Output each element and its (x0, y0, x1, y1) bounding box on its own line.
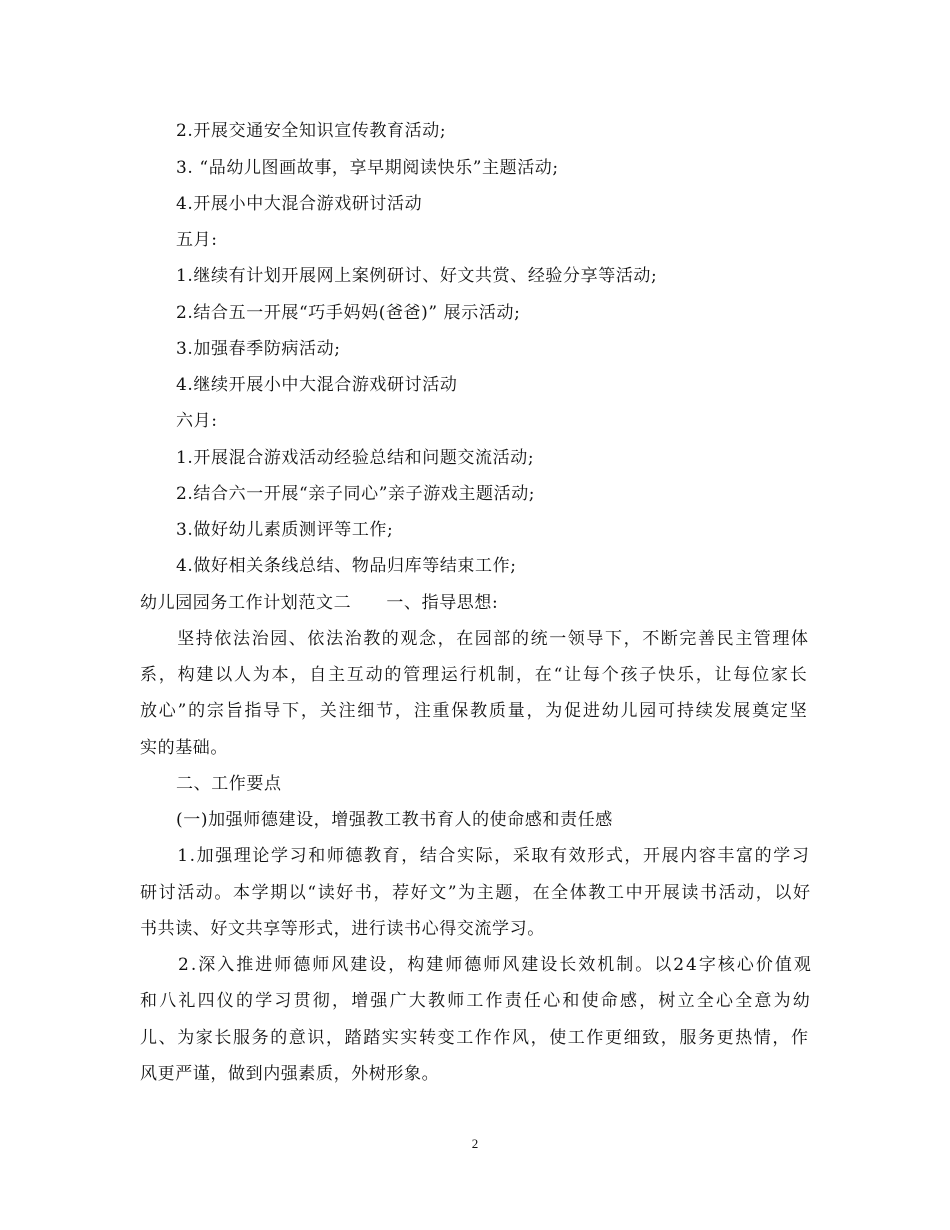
text-line: 1.开展混合游戏活动经验总结和问题交流活动; (176, 448, 535, 468)
paragraph-line: 儿、为家长服务的意识，踏踏实实转变工作作风，使工作更细致，服务更热情，作 (140, 1028, 810, 1048)
text-line: 2.结合五一开展“巧手妈妈(爸爸)” 展示活动; (176, 303, 521, 323)
paragraph-line: 坚持依法治园、依法治教的观念，在园部的统一领导下，不断完善民主管理体 (140, 629, 810, 649)
paragraph-line: 系，构建以人为本，自主互动的管理运行机制，在“让每个孩子快乐，让每位家长 (140, 665, 809, 685)
subsection-heading: (一)加强师德建设，增强教工教书育人的使命感和责任感 (176, 810, 613, 830)
text-line: 3.做好幼儿素质测评等工作; (176, 520, 394, 540)
paragraph-line: 实的基础。 (140, 738, 228, 758)
paragraph-line: 研讨活动。本学期以“读好书，荐好文”为主题，在全体教工中开展读书活动，以好 (140, 883, 812, 903)
paragraph-line: 2.深入推进师德师风建设，构建师德师风建设长效机制。以24字核心价值观 (140, 955, 813, 975)
text-line: 3. “品幼儿图画故事，享早期阅读快乐”主题活动; (176, 158, 559, 178)
text-line: 4.做好相关条线总结、物品归库等结束工作; (176, 556, 517, 576)
text-line: 4.继续开展小中大混合游戏研讨活动 (176, 375, 458, 395)
paragraph-line: 放心”的宗旨指导下，关注细节，注重保教质量，为促进幼儿园可持续发展奠定坚 (140, 701, 809, 721)
text-line: 1.继续有计划开展网上案例研讨、好文共赏、经验分享等活动; (176, 266, 658, 286)
text-line: 2.结合六一开展“亲子同心”亲子游戏主题活动; (176, 484, 536, 504)
page-number: 2 (471, 1136, 479, 1151)
section-heading-june: 六月: (176, 411, 218, 431)
text-line: 2.开展交通安全知识宣传教育活动; (176, 121, 447, 141)
paragraph-line: 书共读、好文共享等形式，进行读书心得交流学习。 (140, 919, 545, 939)
paragraph-line: 1.加强理论学习和师德教育，结合实际，采取有效形式，开展内容丰富的学习 (140, 846, 811, 866)
section-heading-may: 五月: (176, 230, 218, 250)
paragraph-line: 风更严谨，做到内强素质，外树形象。 (140, 1064, 440, 1084)
section-title: 幼儿园园务工作计划范文二 一、指导思想: (140, 593, 499, 613)
text-line: 4.开展小中大混合游戏研讨活动 (176, 194, 423, 214)
paragraph-line: 和八礼四仪的学习贯彻，增强广大教师工作责任心和使命感，树立全心全意为幼 (140, 991, 812, 1011)
section-heading: 二、工作要点 (176, 774, 282, 794)
text-line: 3.加强春季防病活动; (176, 339, 341, 359)
